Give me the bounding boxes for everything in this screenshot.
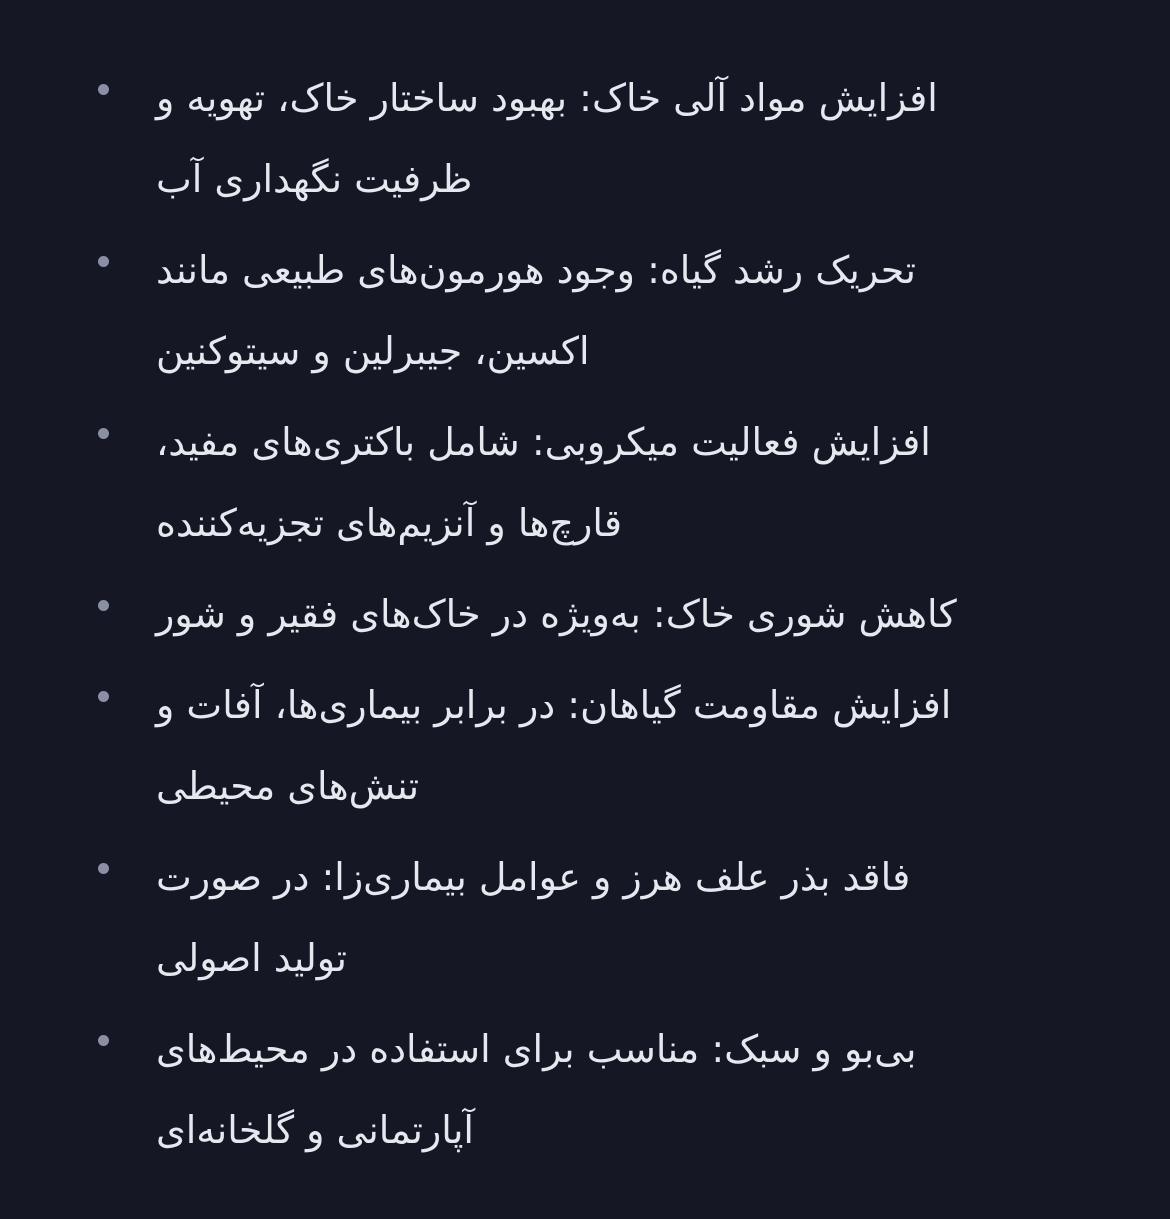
bullet-dot-icon (98, 84, 109, 95)
list-item-line: ظرفیت نگهداری آب (156, 157, 473, 201)
list-item-text (140, 58, 1056, 220)
list-item-text (140, 574, 1056, 655)
list-item-text (140, 230, 1056, 392)
list-item-line: اکسین، جیبرلین و سیتوکنین (156, 329, 590, 373)
list-item-text (140, 837, 1056, 999)
list-item (96, 665, 1056, 827)
list-item-line: قارچ‌ها و آنزیم‌های تجزیه‌کننده (156, 501, 623, 545)
list-item (96, 230, 1056, 392)
list-item-line: کاهش شوری خاک: به‌ویژه در خاک‌های فقیر و شور (156, 592, 957, 636)
bullet-dot-icon (98, 863, 109, 874)
list-item-line: افزایش مواد آلی خاک: بهبود ساختار خاک، تهویه و (156, 76, 938, 120)
list-item-text (140, 665, 1056, 827)
list-item-line: افزایش مقاومت گیاهان: در برابر بیماری‌ها، آفات و (156, 683, 952, 727)
list-item-line: تنش‌های محیطی (156, 764, 420, 808)
list-item-line: افزایش فعالیت میکروبی: شامل باکتری‌های مفید، (156, 420, 931, 464)
list-item-line: آپارتمانی و گلخانه‌ای (156, 1108, 474, 1152)
bullet-dot-icon (98, 1035, 109, 1046)
bullet-content (96, 58, 1056, 1181)
list-item-line: فاقد بذر علف هرز و عوامل بیماری‌زا: در صورت (156, 855, 911, 899)
list-item (96, 1009, 1056, 1171)
list-item-line: بی‌بو و سبک: مناسب برای استفاده در محیط‌های (156, 1027, 917, 1071)
bullet-dot-icon (98, 256, 109, 267)
bullet-dot-icon (98, 428, 109, 439)
list-item-line: تحریک رشد گیاه: وجود هورمون‌های طبیعی مانند (156, 248, 916, 292)
list-item-text (140, 402, 1056, 564)
list-item-line: تولید اصولی (156, 936, 347, 980)
list-item (96, 574, 1056, 655)
list-item (96, 837, 1056, 999)
list-item-text (140, 1009, 1056, 1171)
bullet-list (96, 58, 1056, 1171)
bullet-dot-icon (98, 691, 109, 702)
list-item (96, 58, 1056, 220)
list-item (96, 402, 1056, 564)
bullet-dot-icon (98, 600, 109, 611)
